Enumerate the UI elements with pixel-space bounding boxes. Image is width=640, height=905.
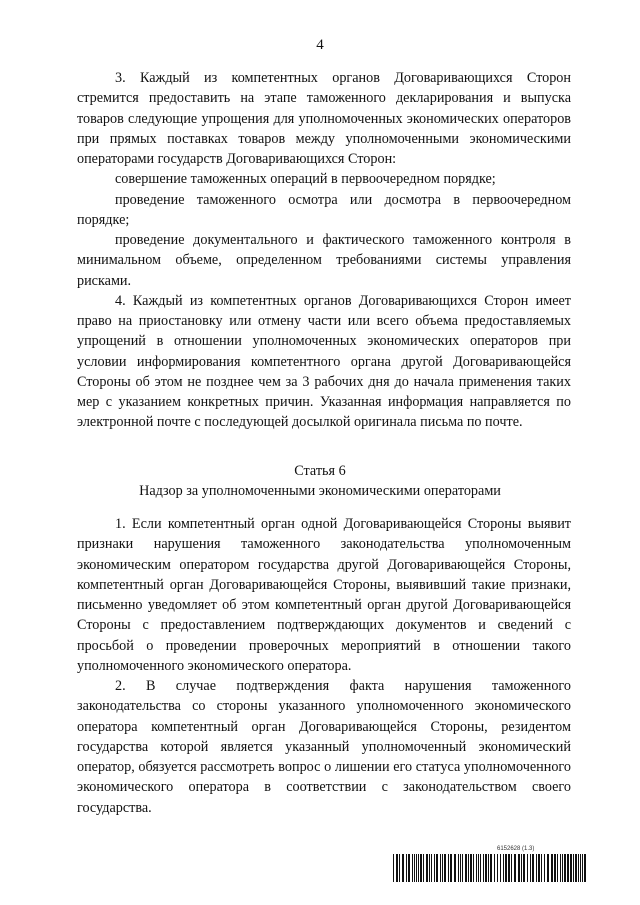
barcode-bar [554,854,556,882]
barcode-bar [532,854,534,882]
page-number: 4 [316,37,324,53]
article-title: Надзор за уполномоченными экономическими операторами [139,483,501,499]
barcode-caption: 6152628 (1.3) [497,846,535,852]
barcode-bar [396,854,398,882]
barcode-bar [527,854,528,882]
barcode-bar [564,854,566,882]
barcode-bar [503,854,504,882]
barcode-bar [536,854,537,882]
paragraph-3-item-2: проведение таможенного осмотра или досмотра в первоочередном порядке; [77,191,571,228]
barcode-bar [541,854,542,882]
barcode-bar [497,854,498,882]
barcode-bar [500,854,501,882]
article-number: Статья 6 [294,463,346,479]
barcode-bar [530,854,531,882]
barcode-bar [485,854,487,882]
barcode-bar [580,854,581,882]
barcode-bar [494,854,495,882]
barcode-bar [560,854,561,882]
barcode-bar [473,854,474,882]
barcode-bar [418,854,419,882]
barcode-bar [567,854,569,882]
article-5-continuation [77,68,571,433]
barcode-bar [508,854,510,882]
barcode-bar [490,854,492,882]
barcode-bar [426,854,428,882]
article-6-body [77,514,571,818]
barcode-bar [406,854,407,882]
barcode-bar [470,854,472,882]
barcode-bar [416,854,417,882]
barcode-bar [434,854,435,882]
barcode-bar [538,854,540,882]
paragraph-3-item-1: совершение таможенных операций в первоочередном порядке; [115,171,496,188]
barcode-bar [460,854,461,882]
article-6-paragraph-2: 2. В случае подтверждения факта нарушения таможенного законодательства со стороны указанного уполномоченного экономического оператора компетентный орган Договаривающейся Стороны, резидентом государства которой является указанный уполномоченный экономический оператор, обязуется рассмотреть вопрос о лишении его статуса уполномоченного экономического оператора в соответствии с законодательством своего государства. [77,678,571,816]
barcode-bar [573,854,574,882]
barcode-bar [431,854,432,882]
barcode-bar [393,854,394,882]
barcode-bar [402,854,404,882]
barcode-bar [483,854,484,882]
barcode-bar [408,854,410,882]
barcode-bar [450,854,452,882]
paragraph-4: 4. Каждый из компетентных органов Договаривающихся Сторон имеет право на приостановку или отмену части или всего объема предоставляемых упрощений в отношении уполномоченных экономических операторов при условии информирования компетентного органа другой Договаривающейся Стороны об этом не позднее чем за 3 рабочих дня до начала применения таких мер с указанием конкретных причин. Указанная информация направляется по электронной почте с последующей досылкой оригинала письма по почте. [77,292,571,431]
barcode-bar [462,854,463,882]
barcode-bar [458,854,459,882]
barcode-bar [518,854,520,882]
barcode-bar [575,854,577,882]
barcode-bar [423,854,424,882]
barcode-bar [468,854,469,882]
barcode-bar [505,854,507,882]
article-6-paragraph-1: 1. Если компетентный орган одной Договаривающейся Стороны выявит признаки нарушения таможенного законодательства уполномоченным экономическим оператором государства другой Договаривающейся Стороны, компетентный орган Договаривающейся Стороны, выявивший такие признаки, письменно уведомляет об этом компетентный орган другой Договаривающейся Стороны с предоставлением подтверждающих документов и сведений с просьбой о проведении проверочных мероприятий в отношении такого уполномоченного экономического оператора. [77,516,571,674]
barcode-bar [448,854,449,882]
barcode-bar [547,854,549,882]
barcode-bar [399,854,400,882]
barcode-bar [582,854,583,882]
barcode-icon [393,854,589,882]
barcode-bar [584,854,586,882]
barcode-bar [523,854,525,882]
barcode-bar [429,854,430,882]
barcode-bar [465,854,467,882]
barcode-bar [514,854,516,882]
barcode-bar [444,854,446,882]
barcode-bar [488,854,489,882]
barcode-bar [412,854,413,882]
barcode-bar [570,854,572,882]
barcode-bar [476,854,477,882]
barcode-bar [578,854,579,882]
barcode-bar [557,854,558,882]
barcode-bar [414,854,415,882]
paragraph-3-item-3: проведение документального и фактического таможенного контроля в минимальном объеме, определенном требованиями системы управления рисками. [77,232,571,289]
barcode-bar [551,854,553,882]
barcode-bar [440,854,441,882]
barcode-bar [478,854,479,882]
document-barcode [393,845,589,885]
barcode-bar [436,854,438,882]
barcode-bar [442,854,443,882]
barcode-bar [562,854,563,882]
barcode-bar [454,854,456,882]
barcode-bar [521,854,522,882]
barcode-bar [480,854,481,882]
barcode-bar [544,854,545,882]
barcode-bar [511,854,512,882]
barcode-bar [420,854,422,882]
paragraph-3: 3. Каждый из компетентных органов Договаривающихся Сторон стремится предоставить на этапе таможенного декларирования и выпуска товаров следующие упрощения для уполномоченных экономических операторов при прямых поставках товаров между уполномоченными экономическими операторами государств Договаривающихся Сторон: [77,70,571,167]
